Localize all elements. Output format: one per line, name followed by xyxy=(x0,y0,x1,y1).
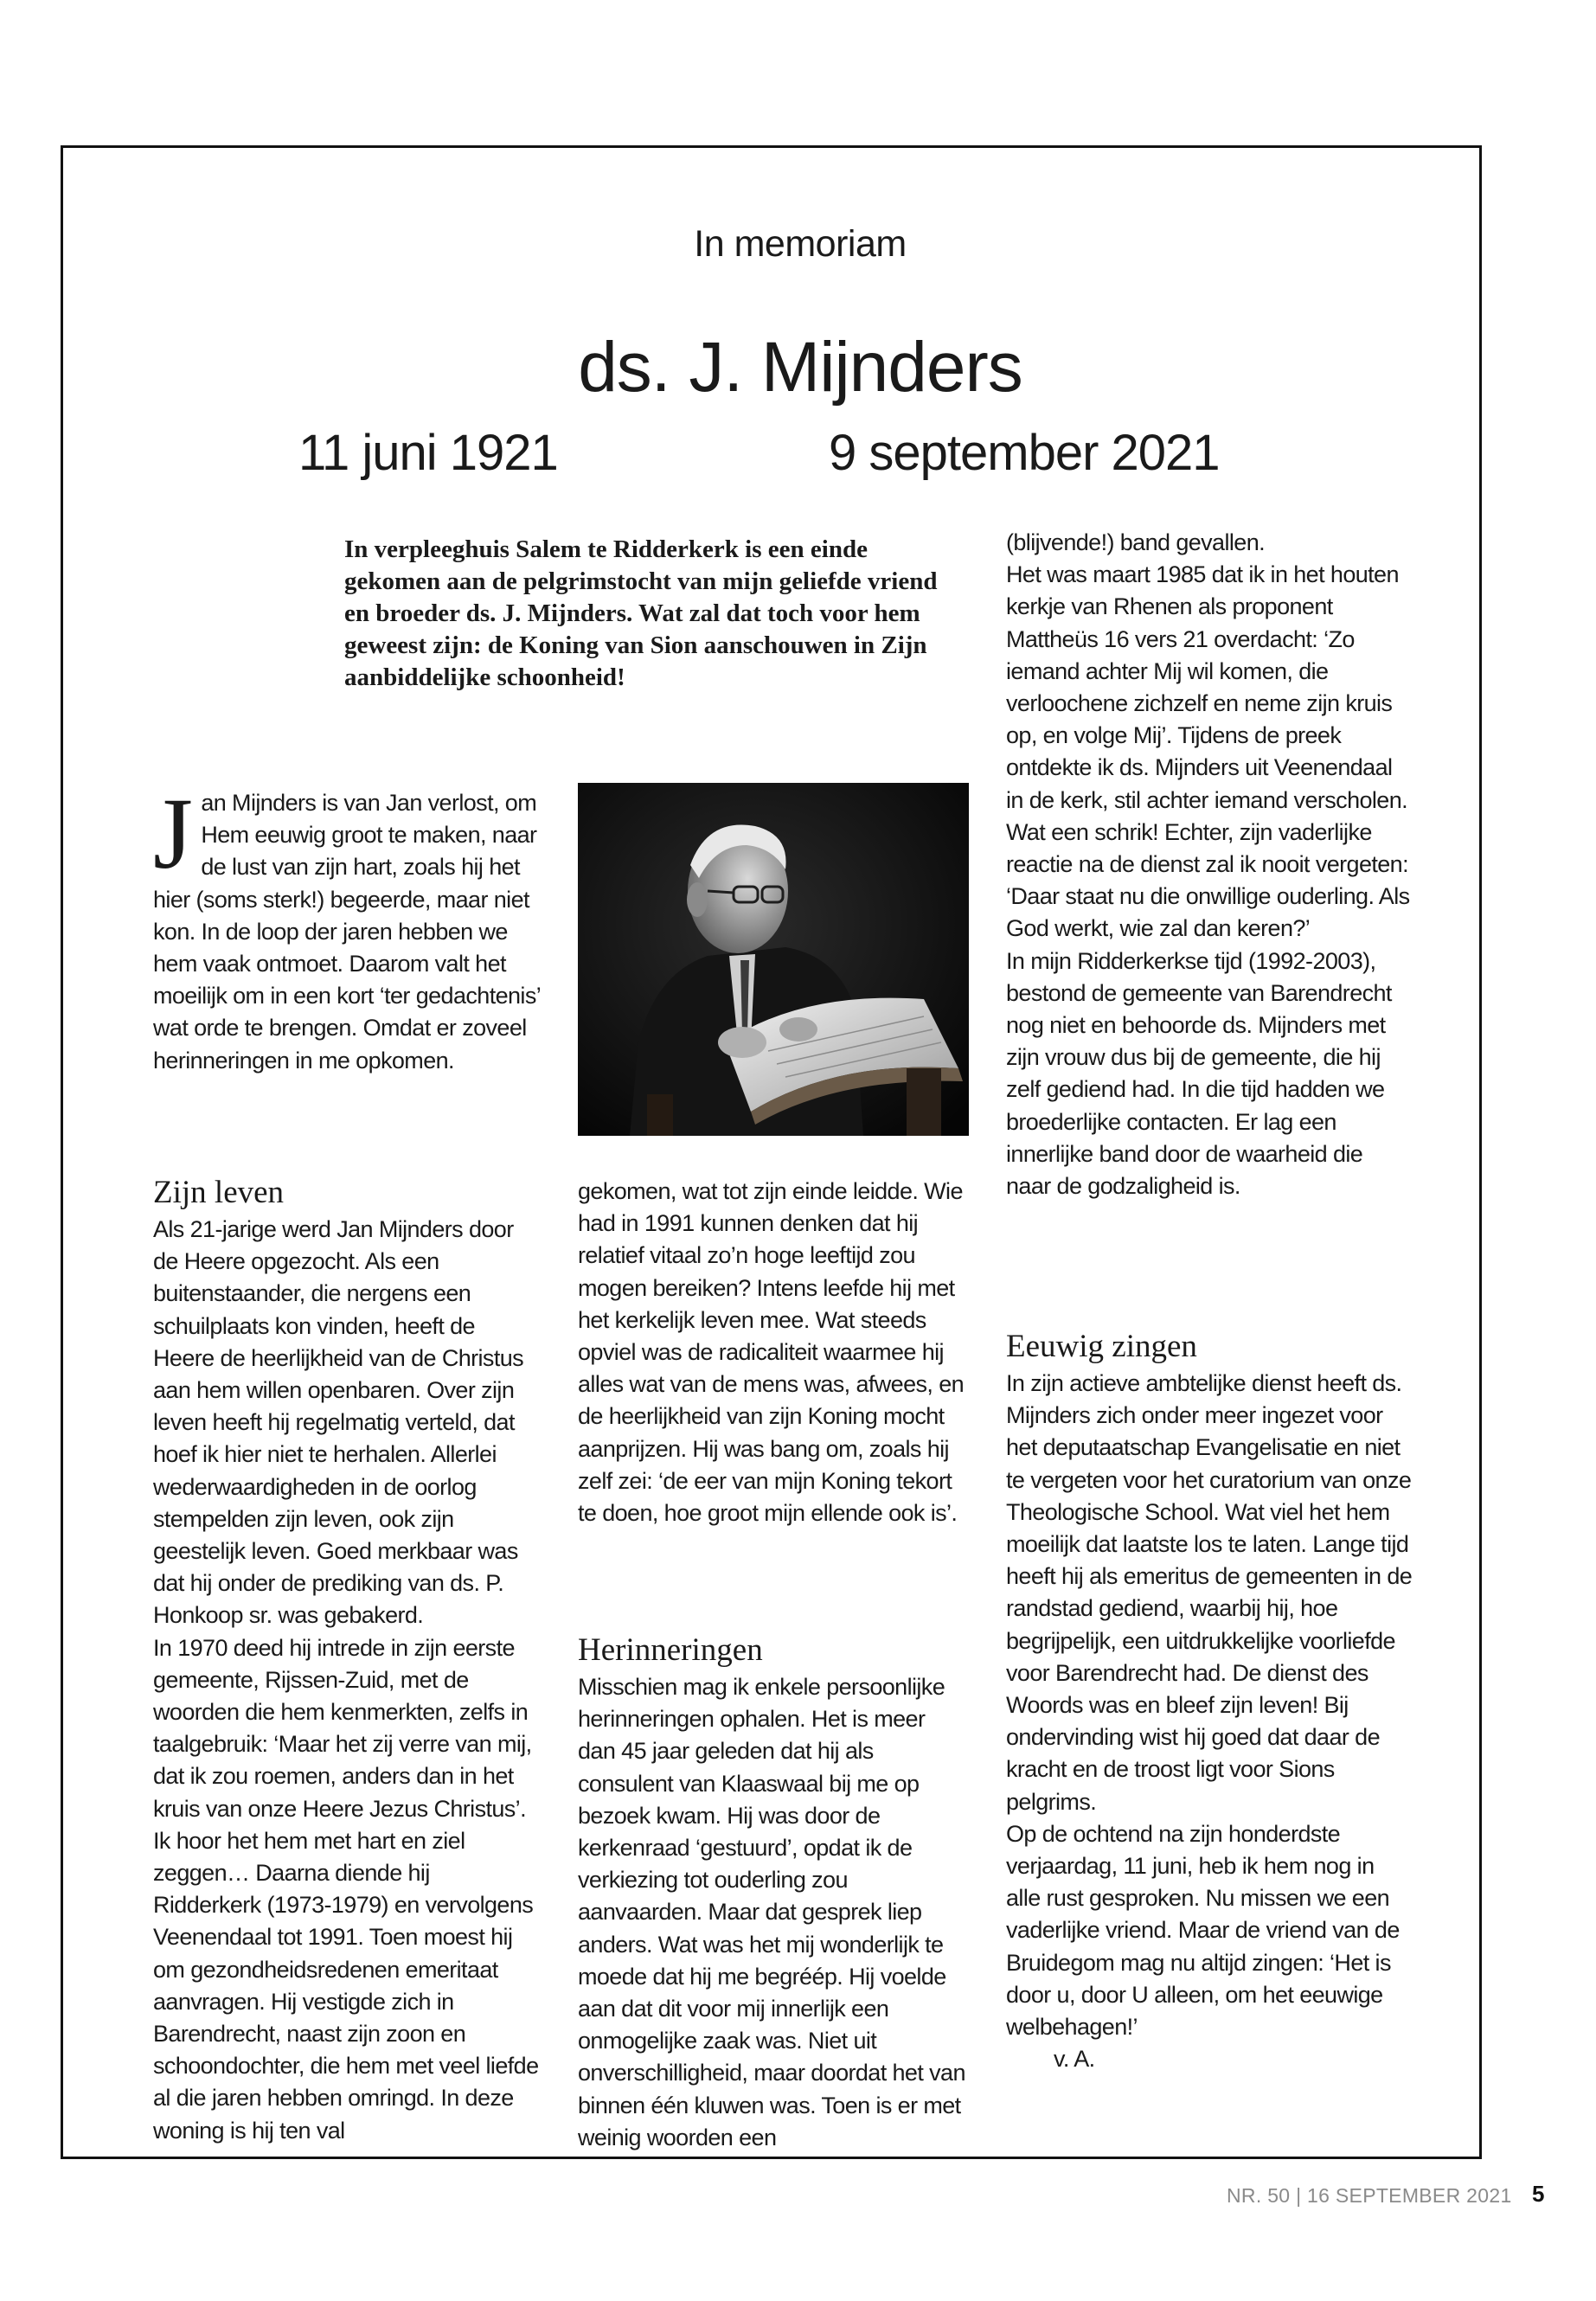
column-3-continued xyxy=(1006,527,1413,1202)
column-1-opening xyxy=(153,777,541,1077)
paragraph: In zijn actieve ambtelijke dienst heeft ds. Mijnders zich onder meer ingezet voor het deputaatschap Evangelisatie en niet te vergeten voor het curatorium van onze Theologische School. Wat viel het hem moeilijk dat laatste los te laten. Lange tijd heeft hij als emeritus de gemeenten in de randstad gediend, waarbij hij, hoe begrijpelijk, een uitdrukkelijke voorliefde voor Barendrecht had. De dienst des Woords was en bleef zijn leven! Bij ondervinding wist hij goed dat daar de kracht en de troost ligt voor Sions pelgrims. xyxy=(1006,1370,1413,1815)
paragraph: Als 21-jarige werd Jan Mijnders door de Heere opgezocht. Als een buitenstaander, die nergens een schuilplaats kon vinden, heeft de Heere de heerlijkheid van de Christus aan hem willen openbaren. Over zijn leven heeft hij regelmatig verteld, dat hoef ik hier niet te herhalen. Allerlei wederwaardigheden in de oorlog stempelden zijn leven, ook zijn geestelijk leven. Goed merkbaar was dat hij onder de prediking van ds. P. Honkoop sr. was gebakerd. xyxy=(153,1216,524,1629)
column-1-section xyxy=(153,1174,541,2147)
issue-info: NR. 50 | 16 SEPTEMBER 2021 xyxy=(1227,2184,1512,2207)
death-date: 9 september 2021 xyxy=(829,425,1220,481)
paragraph: (blijvende!) band gevallen. xyxy=(1006,529,1266,555)
portrait-photo xyxy=(578,783,969,1136)
column-3-section xyxy=(1006,1328,1413,2075)
paragraph: gekomen, wat tot zijn einde leidde. Wie had in 1991 kunnen denken dat hij relatief vitaal zo’n hoge leeftijd zou mogen bereiken? Intens leefde hij met het kerkelijk leven mee. Wat steeds opviel was de radicaliteit waarmee hij alles wat van de mens was, afwees, en de heerlijkheid van zijn Koning mocht aanprijzen. Hij was bang om, zoals hij zelf zei: ‘de eer van mijn Koning tekort te doen, hoe groot mijn ellende ook is’. xyxy=(578,1178,965,1527)
column-2-section xyxy=(578,1631,967,2154)
paragraph: Misschien mag ik enkele persoonlijke herinneringen ophalen. Het is meer dan 45 jaar geleden dat hij als consulent van Klaaswaal bij me op bezoek kwam. Hij was door de kerkenraad ‘gestuurd’, opdat ik de verkiezing tot ouderling zou aanvaarden. Maar dat gesprek liep anders. Wat was het mij wonderlijk te moede dat hij me begréép. Hij voelde aan dat dit voor mij innerlijk een onmogelijke zaak was. Niet uit onverschilligheid, maar doordat het van binnen één kluwen was. Toen is er met weinig woorden een xyxy=(578,1674,965,2150)
column-2-continued xyxy=(578,1176,967,1529)
birth-date: 11 juni 1921 xyxy=(298,425,558,481)
paragraph: In mijn Ridderkerkse tijd (1992-2003), bestond de gemeente van Barendrecht nog niet en behoorde ds. Mijnders met zijn vrouw dus bij de gemeente, die hij zelf gediend had. In die tijd hadden we broederlijke contacten. Er lag een innerlijke band door de waarheid die naar de godzaligheid is. xyxy=(1006,947,1392,1200)
intro-lead: In verpleeghuis Salem te Ridderkerk is een einde gekomen aan de pelgrimstocht van mijn geliefde vriend en broeder ds. J. Mijnders. Wat zal dat toch voor hem geweest zijn: de Koning van Sion aanschouwen in Zijn aanbiddelijke schoonheid! xyxy=(344,535,938,691)
paragraph: Het was maart 1985 dat ik in het houten kerkje van Rhenen als proponent Mattheüs 16 vers 21 overdacht: ‘Zo iemand achter Mij wil komen, die verloochene zichzelf en neme zijn kruis op, en volge Mij’. Tijdens de preek ontdekte ik ds. Mijnders uit Veenendaal in de kerk, stil achter iemand verscholen. Wat een schrik! Echter, zijn vaderlijke reactie na de dienst zal ik nooit vergeten: ‘Daar staat nu die onwillige ouderling. Als God werkt, wie zal dan keren?’ xyxy=(1006,561,1410,942)
signature: v. A. xyxy=(1054,2046,1095,2073)
opening-paragraph: an Mijnders is van Jan verlost, om Hem eeuwig groot te maken, naar de lust van zijn hart, zoals hij het hier (soms sterk!) begeerde, maar niet kon. In de loop der jaren hebben we hem vaak ontmoet. Daarom valt het moeilijk om in een kort ‘ter gedachtenis’ wat orde te brengen. Omdat er zoveel herinneringen in me opkomen. xyxy=(153,790,541,1074)
section-label: In memoriam xyxy=(694,223,907,265)
page-number: 5 xyxy=(1532,2181,1545,2207)
drop-cap: J xyxy=(153,777,193,890)
heading-herinneringen: Herinneringen xyxy=(578,1632,763,1668)
paragraph: Op de ochtend na zijn honderdste verjaardag, 11 juni, heb ik hem nog in alle rust gesproken. Nu missen we een vaderlijke vriend. Maar de vriend van de Bruidegom mag nu altijd zingen: ‘Het is door u, door U alleen, om het eeuwige welbehagen!’ xyxy=(1006,1820,1400,2041)
heading-zijn-leven: Zijn leven xyxy=(153,1175,285,1210)
heading-eeuwig-zingen: Eeuwig zingen xyxy=(1006,1329,1197,1364)
page-title: ds. J. Mijnders xyxy=(578,328,1022,407)
paragraph: In 1970 deed hij intrede in zijn eerste gemeente, Rijssen-Zuid, met de woorden die hem kenmerkten, zelfs in taalgebruik: ‘Maar het zij verre van mij, dat ik zou roemen, anders dan in het kruis van onze Heere Jezus Christus’. Ik hoor het hem met hart en ziel zeggen… Daarna diende hij Ridderkerk (1973-1979) en vervolgens Veenendaal tot 1991. Toen moest hij om gezondheidsredenen emeritaat aanvragen. Hij vestigde zich in Barendrecht, naast zijn zoon en schoondochter, die hem met veel liefde al die jaren hebben omringd. In deze woning is hij ten val xyxy=(153,1634,539,2144)
